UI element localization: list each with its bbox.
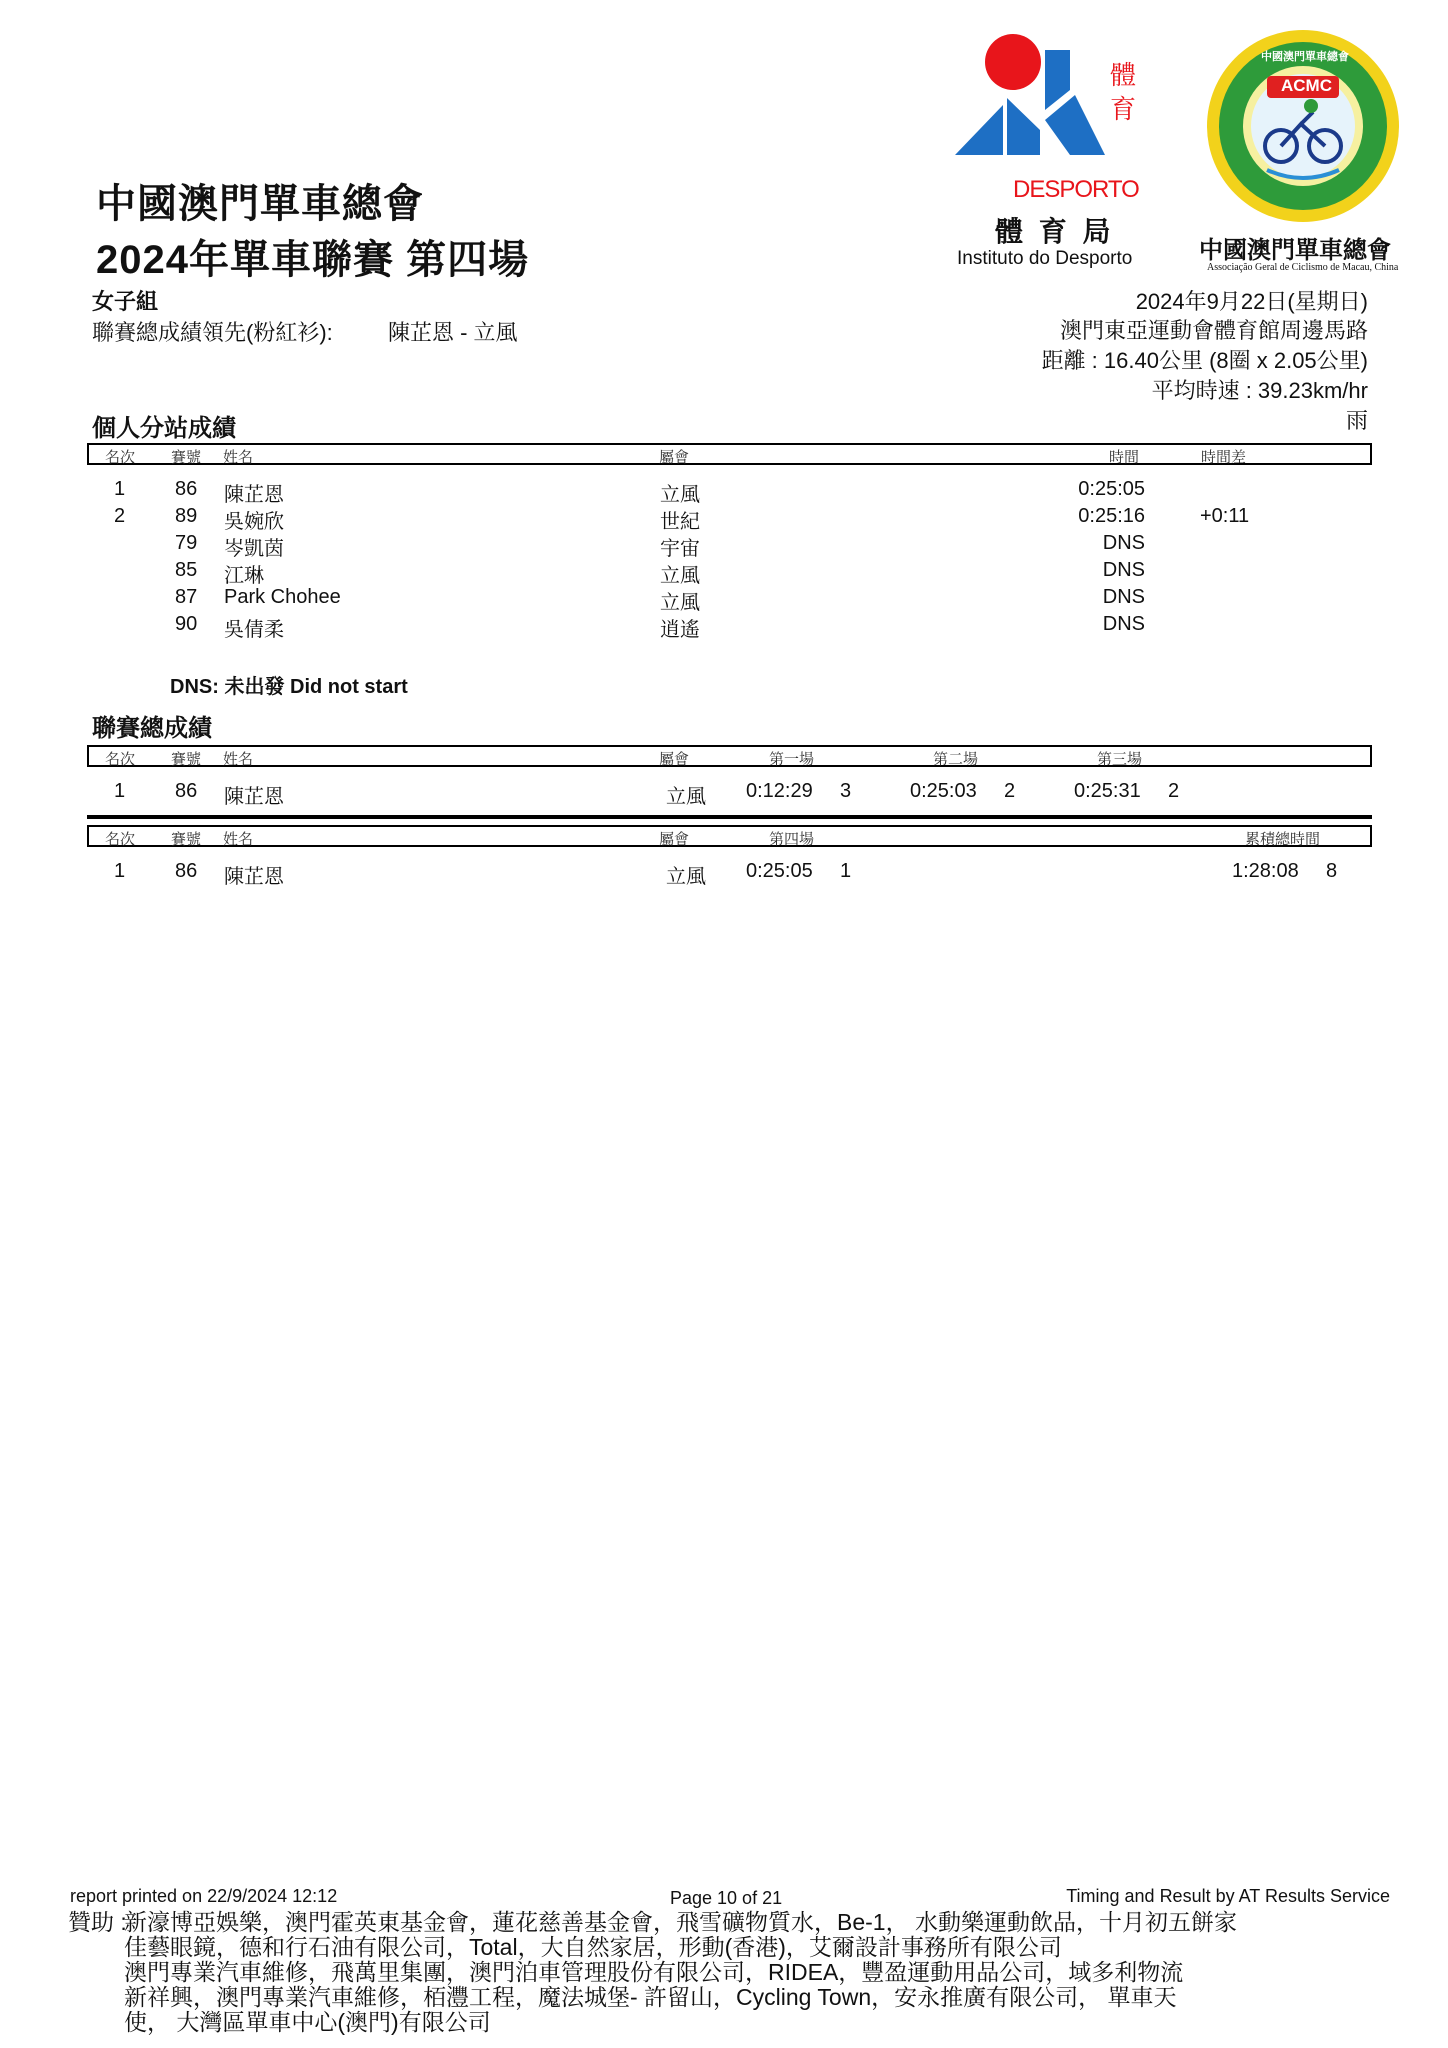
org-title: 中國澳門單車總會: [96, 182, 424, 226]
header-club: 屬會: [659, 751, 690, 768]
round-4-time: 0:25:05: [746, 860, 813, 882]
club-cell: 立風: [666, 866, 706, 888]
name-cell: 陳芷恩: [224, 866, 284, 888]
header-rank: 名次: [105, 449, 136, 466]
club-cell: 立風: [666, 786, 706, 808]
sport-logo-brand: DESPORTO: [1013, 176, 1139, 203]
sport-logo-char-1: 體: [1110, 60, 1137, 90]
time-cell: 0:25:16: [1078, 505, 1145, 527]
time-cell: DNS: [1102, 532, 1145, 554]
overall-table-header-2: [87, 825, 1372, 847]
race-distance: 距離 : 16.40公里 (8圈 x 2.05公里): [1041, 348, 1368, 373]
name-cell: 陳芷恩: [224, 786, 284, 808]
header-rank: 名次: [105, 831, 136, 848]
club-cell: 立風: [660, 484, 700, 506]
bib-cell: 79: [175, 532, 198, 554]
header-club: 屬會: [659, 831, 690, 848]
round-1-time: 0:12:29: [746, 780, 813, 802]
header-round-2: 第二場: [933, 751, 979, 768]
header-name: 姓名: [223, 751, 254, 768]
sport-logo-name-pt: Instituto do Desporto: [957, 248, 1133, 269]
overall-table-header-1: [87, 745, 1372, 767]
timing-credit: Timing and Result by AT Results Service: [1066, 1886, 1390, 1906]
leader-label: 聯賽總成績領先(粉紅衫):: [92, 320, 333, 345]
header-bib: 賽號: [171, 831, 202, 848]
table-row: [0, 505, 1448, 532]
bib-cell: 85: [175, 559, 198, 581]
leader-value: 陳芷恩 - 立風: [388, 320, 518, 345]
sponsor-line: 使， 大灣區單車中心(澳門)有限公司: [124, 2009, 491, 2035]
table-row: [0, 478, 1448, 505]
round-2-time: 0:25:03: [910, 780, 977, 802]
time-cell: 0:25:05: [1078, 478, 1145, 500]
table-row: [0, 586, 1448, 613]
stage-section-title: 個人分站成績: [92, 415, 236, 442]
club-cell: 立風: [660, 565, 700, 587]
rank-cell: 2: [114, 505, 126, 527]
club-cell: 逍遙: [660, 619, 700, 641]
race-date: 2024年9月22日(星期日): [1135, 289, 1368, 314]
table-row: [0, 860, 1448, 887]
race-venue: 澳門東亞運動會體育館周邊馬路: [1059, 318, 1368, 343]
acmc-abbr: ACMC: [1281, 76, 1332, 95]
acmc-name-zh: 中國澳門單車總會: [1199, 237, 1391, 264]
bib-cell: 87: [175, 586, 198, 608]
stage-table-header: [87, 443, 1372, 465]
header-round-3: 第三場: [1097, 751, 1143, 768]
table-row: [0, 613, 1448, 640]
dns-note: DNS: 未出發 Did not start: [170, 676, 408, 698]
page-number: Page 10 of 21: [670, 1888, 783, 1908]
acmc-logo: [1195, 28, 1410, 278]
section-divider: [87, 815, 1372, 819]
club-cell: 立風: [660, 592, 700, 614]
time-cell: DNS: [1102, 586, 1145, 608]
category-label: 女子組: [92, 289, 159, 314]
bib-cell: 90: [175, 613, 198, 635]
rank-cell: 1: [114, 780, 126, 802]
sport-logo-char-2: 育: [1110, 94, 1137, 124]
table-row: [0, 532, 1448, 559]
sport-logo-name-zh: 體 育 局: [995, 216, 1115, 247]
table-row: [0, 780, 1448, 807]
name-cell: 岑凱茵: [224, 538, 284, 560]
bib-cell: 86: [175, 478, 198, 500]
total-points-cell: 8: [1326, 860, 1338, 882]
header-total-time: 累積總時間: [1245, 831, 1321, 848]
rank-cell: 1: [114, 860, 126, 882]
sponsor-line: 佳藝眼鏡，德和行石油有限公司，Total，大自然家居，形動(香港)，艾爾設計事務所有限公司: [124, 1934, 1062, 1960]
acmc-ring-top: 中國澳門單車總會: [1261, 51, 1349, 63]
name-cell: 吳倩柔: [224, 619, 284, 641]
name-cell: Park Chohee: [224, 586, 341, 608]
header-bib: 賽號: [171, 751, 202, 768]
time-cell: DNS: [1102, 559, 1145, 581]
gap-cell: +0:11: [1200, 505, 1250, 527]
sport-bureau-logo: [945, 30, 1145, 275]
bib-cell: 86: [175, 780, 198, 802]
header-time: 時間: [1109, 449, 1140, 466]
race-weather: 雨: [1345, 408, 1368, 433]
printed-timestamp: report printed on 22/9/2024 12:12: [70, 1886, 338, 1906]
club-cell: 世紀: [660, 511, 700, 533]
total-time-cell: 1:28:08: [1232, 860, 1299, 882]
name-cell: 吳婉欣: [224, 511, 284, 533]
round-2-points: 2: [1004, 780, 1016, 802]
header-name: 姓名: [223, 831, 254, 848]
acmc-name-pt: Associação Geral de Ciclismo de Macau, China: [1207, 262, 1399, 273]
header-gap: 時間差: [1201, 449, 1247, 466]
bib-cell: 86: [175, 860, 198, 882]
event-title: 2024年單車聯賽 第四場: [96, 238, 530, 282]
rank-cell: 1: [114, 478, 126, 500]
round-4-points: 1: [840, 860, 852, 882]
time-cell: DNS: [1102, 613, 1145, 635]
table-row: [0, 559, 1448, 586]
name-cell: 江琳: [224, 565, 264, 587]
header-rank: 名次: [105, 751, 136, 768]
round-3-points: 2: [1168, 780, 1180, 802]
header-bib: 賽號: [171, 449, 202, 466]
sponsor-line: 澳門專業汽車維修，飛萬里集團，澳門泊車管理股份有限公司，RIDEA，豐盈運動用品公司，域多利物流: [124, 1959, 1184, 1985]
round-1-points: 3: [840, 780, 852, 802]
sponsor-line: 新祥興，澳門專業汽車維修，栢灃工程，魔法城堡- 許留山，Cycling Town，安永推廣有限公司， 單車天: [124, 1984, 1177, 2010]
header-round-4: 第四場: [769, 831, 815, 848]
overall-section-title: 聯賽總成績: [92, 715, 212, 742]
sponsor-label: 贊助 :: [68, 1909, 127, 1935]
bib-cell: 89: [175, 505, 198, 527]
header-round-1: 第一場: [769, 751, 815, 768]
club-cell: 宇宙: [660, 538, 700, 560]
sponsor-line: 新濠博亞娛樂，澳門霍英東基金會，蓮花慈善基金會，飛雪礦物質水，Be-1， 水動樂運動飲品，十月初五餅家: [124, 1909, 1237, 1935]
race-avg-speed: 平均時速 : 39.23km/hr: [1151, 378, 1368, 403]
round-3-time: 0:25:31: [1074, 780, 1141, 802]
name-cell: 陳芷恩: [224, 484, 284, 506]
header-club: 屬會: [659, 449, 690, 466]
header-name: 姓名: [223, 449, 254, 466]
